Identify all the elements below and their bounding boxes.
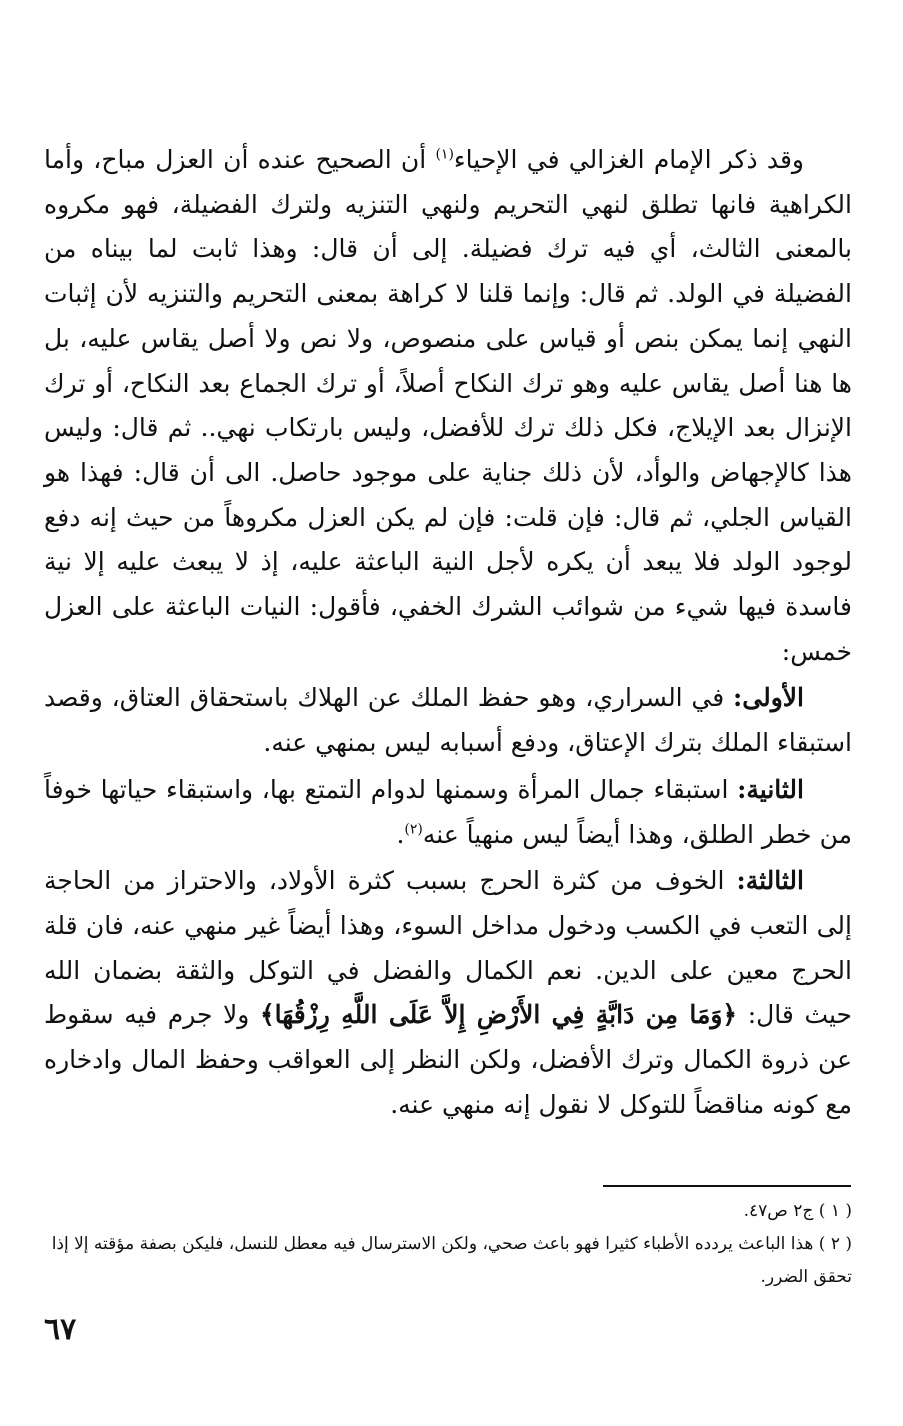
- item-heading-second: الثانية:: [737, 774, 804, 804]
- item-heading-first: الأولى:: [733, 683, 804, 713]
- paragraph-text: وقد ذكر الإمام الغزالي في الإحياء: [453, 145, 804, 174]
- paragraph-text: استبقاء جمال المرأة وسمنها لدوام التمتع بها، واستبقاء حياتها خوفاً من خطر الطلق، وهذا أيضاً ليس منهياً عنه: [44, 774, 852, 849]
- paragraph-second-intention: [44, 768, 852, 857]
- footnote-divider: [603, 1185, 851, 1187]
- item-heading-third: الثالثة:: [736, 866, 804, 896]
- footnotes: [44, 1195, 852, 1294]
- paragraph-first-intention: [44, 676, 852, 765]
- footnote-ref-2[interactable]: (٢): [404, 821, 423, 838]
- paragraph-text: ولا جرم فيه سقوط عن ذروة الكمال وترك الأفضل، ولكن النظر إلى العواقب وحفظ المال وادخاره مع كونه مناقضاً للتوكل لا نقول إنه منهي عنه.: [44, 1000, 852, 1119]
- paragraph-end: .: [396, 819, 405, 849]
- paragraph-text: أن الصحيح عنده أن العزل مباح، وأما الكراهية فانها تطلق لنهي التحريم ولنهي التنزيه ولترك الفضيلة، فهو مكروه بالمعنى الثالث، أي فيه ترك فضيلة. إلى أن قال: وهذا ثابت لما بيناه من الفضيلة في الولد. ثم قال: وإنما قلنا لا كراهة بمعنى التحريم والتنزيه لأن إثبات النهي إنما يمكن بنص أو قياس على منصوص، ولا نص ولا أصل يقاس عليه، بل ها هنا أصل يقاس عليه وهو ترك النكاح أصلاً، أو ترك الجماع بعد النكاح، أو ترك الإنزال بعد الإيلاج، فكل ذلك ترك للأفضل، وليس بارتكاب نهي.. ثم قال: وليس هذا كالإجهاض والوأد، لأن ذلك جناية على موجود حاصل. الى أن قال: فهذا هو القياس الجلي، ثم قال: فإن قلت: فإن لم يكن العزل مكروهاً من حيث إنه دفع لوجود الولد فلا يبعد أن يكره لأجل النية الباعثة عليه، إذ لا يبعث عليه إلا نية فاسدة فيها شيء من شوائب الشرك الخفي، فأقول: النيات الباعثة على العزل خمس:: [44, 145, 852, 666]
- paragraph-ghazali-quote: [44, 138, 852, 674]
- footnote-1: ( ١ ) ج٢ ص٤٧.: [743, 1201, 852, 1221]
- footnote-2: ( ٢ ) هذا الباعث يردده الأطباء كثيرا فهو باعث صحي، ولكن الاسترسال فيه معطل للنسل، فليكن بصفة مؤقته إلا إذا تحقق الضرر.: [51, 1234, 852, 1287]
- paragraph-text: الخوف من كثرة الحرج بسبب كثرة الأولاد، والاحتراز من الحاجة إلى التعب في الكسب ودخول مداخل السوء، وهذا أيضاً غير منهي عنه، فان قلة الحرج معين على الدين. نعم الكمال والفضل في التوكل والثقة بضمان الله حيث قال:: [44, 866, 852, 1030]
- quran-verse: ﴿وَمَا مِن دَابَّةٍ فِي الأَرْضِ إِلاَّ عَلَى اللَّهِ رِزْقُهَا﴾: [259, 1000, 738, 1030]
- footnote-ref-1[interactable]: (١): [435, 146, 454, 163]
- main-text: [44, 138, 852, 1127]
- paragraph-third-intention: [44, 859, 852, 1127]
- page-number: ٦٧: [44, 1312, 77, 1347]
- paragraph-text: في السراري، وهو حفظ الملك عن الهلاك باستحقاق العتاق، وقصد استبقاء الملك بترك الإعتاق، ودفع أسبابه ليس بمنهي عنه.: [44, 683, 852, 758]
